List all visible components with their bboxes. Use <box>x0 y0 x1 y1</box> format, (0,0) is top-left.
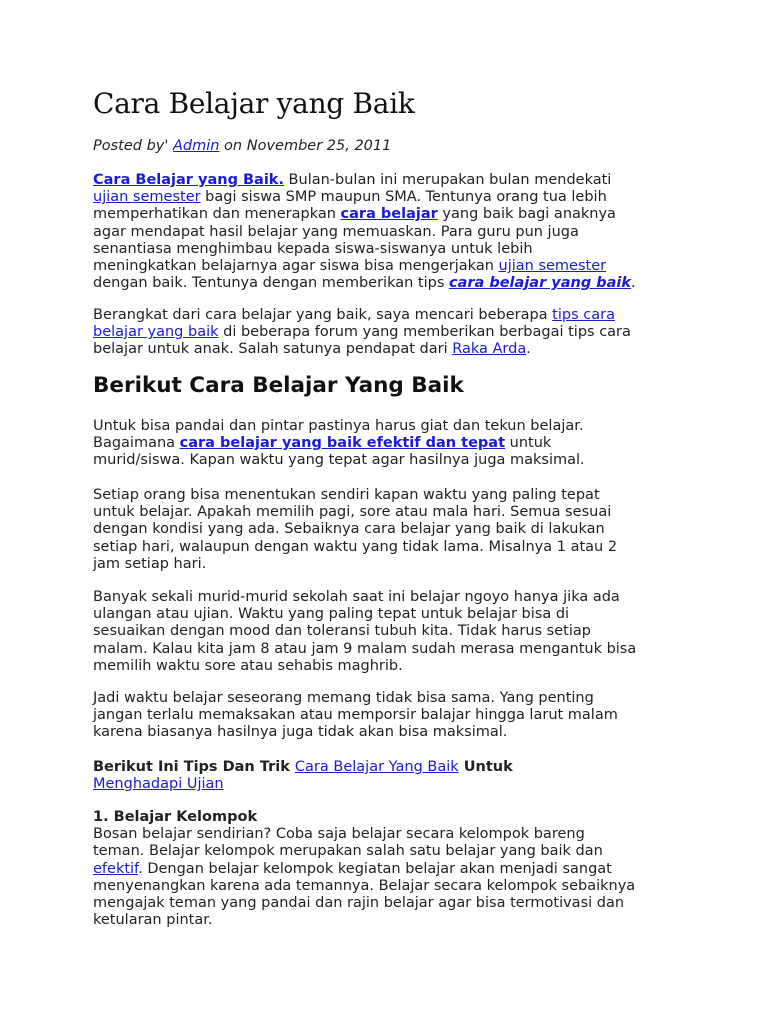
text: Berikut Ini Tips Dan Trik <box>93 759 295 775</box>
text: untuk <box>505 435 552 452</box>
text: Berangkat dari cara belajar yang baik, saya mencari beberapa <box>93 307 553 323</box>
post-meta <box>93 137 391 155</box>
text: yang baik bagi anaknya <box>437 206 616 223</box>
text: menyenangkan karena ada temannya. Belajar secara kelompok sebaiknya <box>93 877 636 894</box>
text: memilih waktu sore atau sehabis maghrib. <box>93 657 403 674</box>
text: dengan baik. Tentunya dengan memberikan tips <box>93 275 449 292</box>
text: Bagaimana <box>93 435 180 452</box>
link-cara-belajar-yang-baik[interactable]: Cara Belajar yang Baik. <box>93 172 284 188</box>
text: dengan kondisi yang ada. Sebaiknya cara belajar yang baik di lakukan <box>93 521 605 538</box>
text: senantiasa menghimbau kepada siswa-siswanya untuk lebih <box>93 240 533 257</box>
text: malam. Kalau kita jam 8 atau jam 9 malam sudah merasa mengantuk bisa <box>93 640 637 657</box>
paragraph-5 <box>93 589 693 675</box>
section-1 <box>93 809 693 929</box>
author-link[interactable]: Admin <box>172 138 220 154</box>
text: karena biasanya hasilnya juga tidak akan bisa maksimal. <box>93 724 508 741</box>
text: . Dengan belajar kelompok kegiatan belajar akan menjadi sangat <box>138 860 612 877</box>
link-cara-belajar-efektif[interactable]: cara belajar yang baik efektif dan tepat <box>179 435 506 452</box>
link-tips-cara-belajar-cont[interactable]: belajar yang baik <box>93 324 219 341</box>
text: ketularan pintar. <box>93 912 213 929</box>
link-tips-cara-belajar[interactable]: tips cara <box>552 307 615 323</box>
section-1-heading: 1. Belajar Kelompok <box>93 809 258 825</box>
text: untuk belajar. Apakah memilih pagi, sore atau mala hari. Semua sesuai <box>93 504 612 521</box>
paragraph-2 <box>93 307 693 359</box>
text: bagi siswa SMP maupun SMA. Tentunya orang tua lebih <box>200 189 607 206</box>
link-cara-belajar-yang-baik-3[interactable]: Cara Belajar Yang Baik <box>294 759 459 775</box>
text: teman. Belajar kelompok merupakan salah satu belajar yang baik dan <box>93 843 603 860</box>
text: ulangan atau ujian. Waktu yang paling tepat untuk belajar bisa di <box>93 606 570 623</box>
text: Bosan belajar sendirian? Coba saja belajar secara kelompok bareng <box>93 826 585 843</box>
article-title: Cara Belajar yang Baik <box>93 87 415 120</box>
link-ujian-semester-2[interactable]: ujian semester <box>498 258 607 275</box>
tips-heading <box>93 759 693 793</box>
text: setiap hari, walaupun dengan waktu yang tidak lama. Misalnya 1 atau 2 <box>93 538 618 555</box>
text: Untuk <box>458 759 513 775</box>
paragraph-6 <box>93 690 693 742</box>
paragraph-4 <box>93 487 693 573</box>
text: Setiap orang bisa menentukan sendiri kapan waktu yang paling tepat <box>93 487 600 503</box>
section-heading: Berikut Cara Belajar Yang Baik <box>93 373 464 398</box>
text: . <box>631 275 636 292</box>
text: belajar untuk anak. Salah satunya pendapat dari <box>93 341 453 358</box>
intro-paragraph <box>93 172 693 292</box>
text: jam setiap hari. <box>93 555 207 572</box>
text: murid/siswa. Kapan waktu yang tepat agar hasilnya juga maksimal. <box>93 452 585 469</box>
text: meningkatkan belajarnya agar siswa bisa mengerjakan <box>93 258 499 275</box>
text: sesuaikan dengan mood dan toleransi tubuh kita. Tidak harus setiap <box>93 623 591 640</box>
text: Bulan-bulan ini merupakan bulan mendekati <box>283 172 612 188</box>
posted-date: on November 25, 2011 <box>219 138 392 154</box>
paragraph-3 <box>93 418 693 470</box>
link-menghadapi-ujian[interactable]: Menghadapi Ujian <box>93 776 224 793</box>
text: di beberapa forum yang memberikan berbagai tips cara <box>218 324 631 341</box>
link-raka-arda[interactable]: Raka Arda <box>452 341 527 358</box>
text: jangan terlalu memaksakan atau memporsir balajar hingga larut malam <box>93 707 618 724</box>
text: Banyak sekali murid-murid sekolah saat ini belajar ngoyo hanya jika ada <box>93 589 620 605</box>
link-cara-belajar-yang-baik-2[interactable]: cara belajar yang baik <box>448 275 632 292</box>
text: . <box>526 341 531 358</box>
text: agar mendapat hasil belajar yang memuaskan. Para guru pun juga <box>93 223 579 240</box>
posted-prefix: Posted by' <box>93 138 173 154</box>
text: Jadi waktu belajar seseorang memang tidak bisa sama. Yang penting <box>93 690 594 706</box>
text: Untuk bisa pandai dan pintar pastinya harus giat dan tekun belajar. <box>93 418 584 434</box>
link-efektif[interactable]: efektif <box>93 860 139 877</box>
text: mengajak teman yang pandai dan rajin belajar agar bisa termotivasi dan <box>93 895 625 912</box>
text: memperhatikan dan menerapkan <box>93 206 341 223</box>
link-ujian-semester[interactable]: ujian semester <box>93 189 201 206</box>
link-cara-belajar[interactable]: cara belajar <box>340 206 438 223</box>
